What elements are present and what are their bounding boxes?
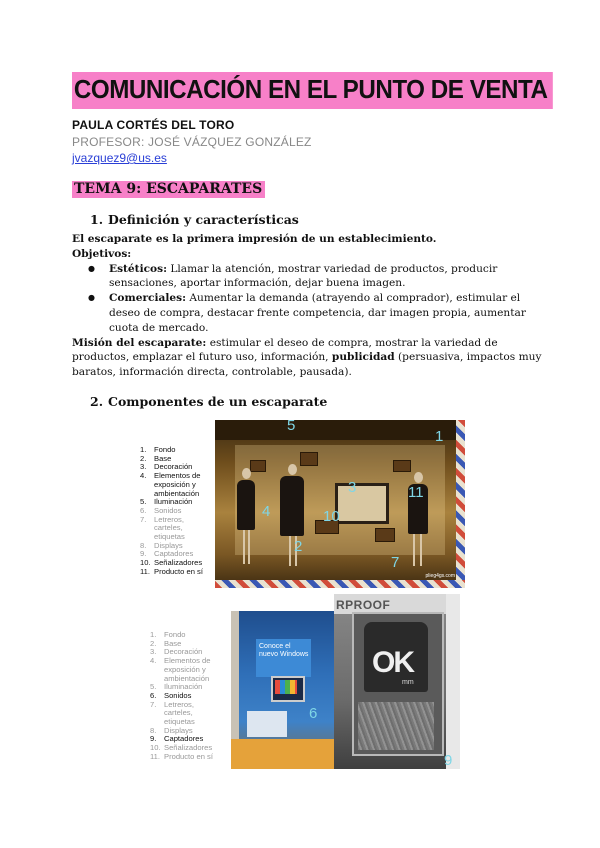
legend-label: Base (164, 638, 182, 648)
legend-label: exposición y (154, 479, 196, 489)
legend-label: Captadores (164, 734, 204, 744)
legend-number: 6. (140, 505, 147, 515)
section-1-title: Definición y características (108, 212, 299, 227)
legend-label: Captadores (154, 549, 194, 559)
legend-label: Letreros, (154, 514, 184, 524)
mannequin-leg (413, 534, 415, 566)
ok-graphic: OK (372, 646, 413, 679)
mannequin (280, 476, 304, 536)
legend-label: Elementos de (164, 656, 211, 666)
striped-frame-right (456, 420, 465, 588)
mm-graphic: mm (402, 679, 414, 686)
component-marker: 11 (408, 484, 424, 501)
legend-label: Iluminación (164, 682, 203, 692)
component-marker: 2 (294, 538, 303, 555)
legend-number: 5. (140, 497, 147, 507)
legend-number: 9. (140, 549, 147, 559)
legend-number: 1. (150, 630, 157, 639)
legend-number: 6. (150, 690, 157, 700)
component-marker: 3 (348, 479, 357, 496)
legend-number: 8. (140, 540, 147, 550)
promo-sign-text: Conoce el nuevo Windows (259, 643, 309, 658)
section-1-number: 1. (90, 212, 104, 227)
water-spray (358, 702, 434, 750)
mannequin-head (288, 464, 297, 475)
legend-number: 10. (140, 558, 151, 568)
document-title: COMUNICACIÓN EN EL PUNTO DE VENTA (72, 72, 553, 109)
legend-label: Decoración (154, 462, 193, 472)
legend-number: 2. (140, 453, 147, 463)
display-box (393, 460, 411, 472)
section-2-number: 2. (90, 394, 104, 409)
legend-label: Displays (154, 540, 183, 550)
laptop-screen-tiles (275, 680, 297, 694)
legend-number: 4. (150, 656, 157, 666)
mannequin-leg (289, 536, 291, 566)
legend-label: Letreros, (164, 699, 194, 709)
display-box (250, 460, 266, 472)
legend-number: 5. (150, 682, 157, 692)
legend-label: ambientación (164, 673, 210, 683)
legend-item (150, 753, 213, 762)
mannequin-head (414, 472, 423, 483)
mision-text: estimular el deseo de compra, mostrar la variedad de productos, emplazar el futuro uso, información, (72, 336, 498, 364)
legend-label: etiquetas (154, 532, 185, 542)
mannequin-leg (420, 534, 422, 566)
list-item (72, 291, 542, 335)
photo-watermark: plieg4gs.com (425, 573, 455, 579)
legend-label: ambientación (154, 488, 200, 498)
mannequin-head (242, 468, 251, 479)
legend-label: Fondo (164, 630, 186, 639)
legend-label: Decoración (164, 647, 203, 657)
component-marker: 9 (444, 752, 453, 769)
tema-heading: TEMA 9: ESCAPARATES (72, 181, 265, 198)
legend-label: Elementos de (154, 471, 201, 481)
mannequin-leg (248, 530, 250, 564)
legend-label: etiquetas (164, 717, 195, 727)
shop-window-photo-1 (215, 420, 465, 588)
legend-number: 9. (150, 734, 157, 744)
legend-label: Sonidos (164, 690, 192, 700)
component-marker: 10 (323, 508, 340, 525)
striped-frame-bottom (215, 580, 465, 588)
legend-item (150, 631, 213, 640)
bullet-text: Aumentar la demanda (atrayendo al comprador), estimular el deseo de compra, destacar frente competencia, dar imagen propia, aumentar cuota de mercado. (109, 292, 526, 334)
display-box (375, 528, 395, 542)
section-2-title: Componentes de un escaparate (108, 394, 328, 409)
product-box (247, 711, 287, 737)
legend-label: carteles, (164, 708, 193, 718)
legend-number: 10. (150, 743, 161, 753)
component-marker: 7 (391, 554, 400, 571)
mision-bold: publicidad (331, 351, 395, 364)
legend-number: 3. (150, 647, 157, 657)
legend-number: 1. (140, 445, 147, 454)
author-name: PAULA CORTÉS DEL TORO (72, 118, 235, 132)
shop-window-photo-3 (334, 594, 460, 769)
legend-label: Producto en sí (154, 566, 203, 576)
display-screen (335, 483, 389, 524)
legend-number: 7. (150, 699, 157, 709)
components-legend-1 (140, 446, 203, 577)
components-legend-2 (150, 631, 213, 762)
bullet-label: Comerciales: (109, 292, 187, 305)
section-2-heading (90, 394, 327, 409)
mannequin (237, 480, 255, 530)
legend-number: 4. (140, 471, 147, 481)
window-floor (231, 739, 334, 769)
component-marker: 6 (309, 705, 318, 722)
legend-number: 7. (140, 514, 147, 524)
mision-paragraph (72, 336, 542, 380)
legend-label: Displays (164, 725, 193, 735)
section-1-body (72, 232, 542, 380)
professor-email-link[interactable]: jvazquez9@us.es (72, 151, 167, 165)
intro-text: El escaparate es la primera impresión de un establecimiento. (72, 233, 437, 245)
component-marker: 4 (262, 503, 271, 520)
legend-label: Sonidos (154, 505, 182, 515)
ceiling (215, 420, 465, 440)
objetivos-label: Objetivos: (72, 247, 132, 260)
legend-number: 11. (140, 566, 150, 576)
legend-label: Base (154, 453, 172, 463)
professor-name: PROFESOR: JOSÉ VÁZQUEZ GONZÁLEZ (72, 135, 312, 149)
banner-text: RPROOF (336, 598, 391, 612)
legend-label: Iluminación (154, 497, 193, 507)
legend-label: Fondo (154, 445, 176, 454)
component-marker: 1 (435, 428, 444, 445)
legend-label: exposición y (164, 664, 206, 674)
legend-item (140, 446, 203, 455)
legend-label: carteles, (154, 523, 183, 533)
display-box (300, 452, 318, 466)
mision-label: Misión del escaparate: (72, 336, 207, 349)
component-marker: 5 (287, 420, 296, 434)
legend-number: 11. (150, 751, 160, 761)
shop-window-photo-2 (231, 611, 334, 769)
right-wall (446, 594, 460, 769)
mannequin-leg (243, 530, 245, 564)
list-item (72, 262, 542, 292)
legend-number: 2. (150, 638, 157, 648)
legend-item (140, 568, 203, 577)
legend-number: 3. (140, 462, 147, 472)
legend-label: Señalizadores (164, 743, 213, 753)
mision-text-end: (persuasiva, impactos muy baratos, información directa, controlable, pausada). (72, 351, 542, 379)
bullet-label: Estéticos: (109, 262, 167, 275)
bullet-text: Llamar la atención, mostrar variedad de productos, producir sensaciones, aportar información, dejar buena imagen. (109, 262, 498, 290)
legend-label: Señalizadores (154, 558, 203, 568)
legend-label: Producto en sí (164, 751, 213, 761)
section-1-heading (90, 212, 299, 227)
objetivos-list (72, 262, 542, 336)
legend-number: 8. (150, 725, 157, 735)
